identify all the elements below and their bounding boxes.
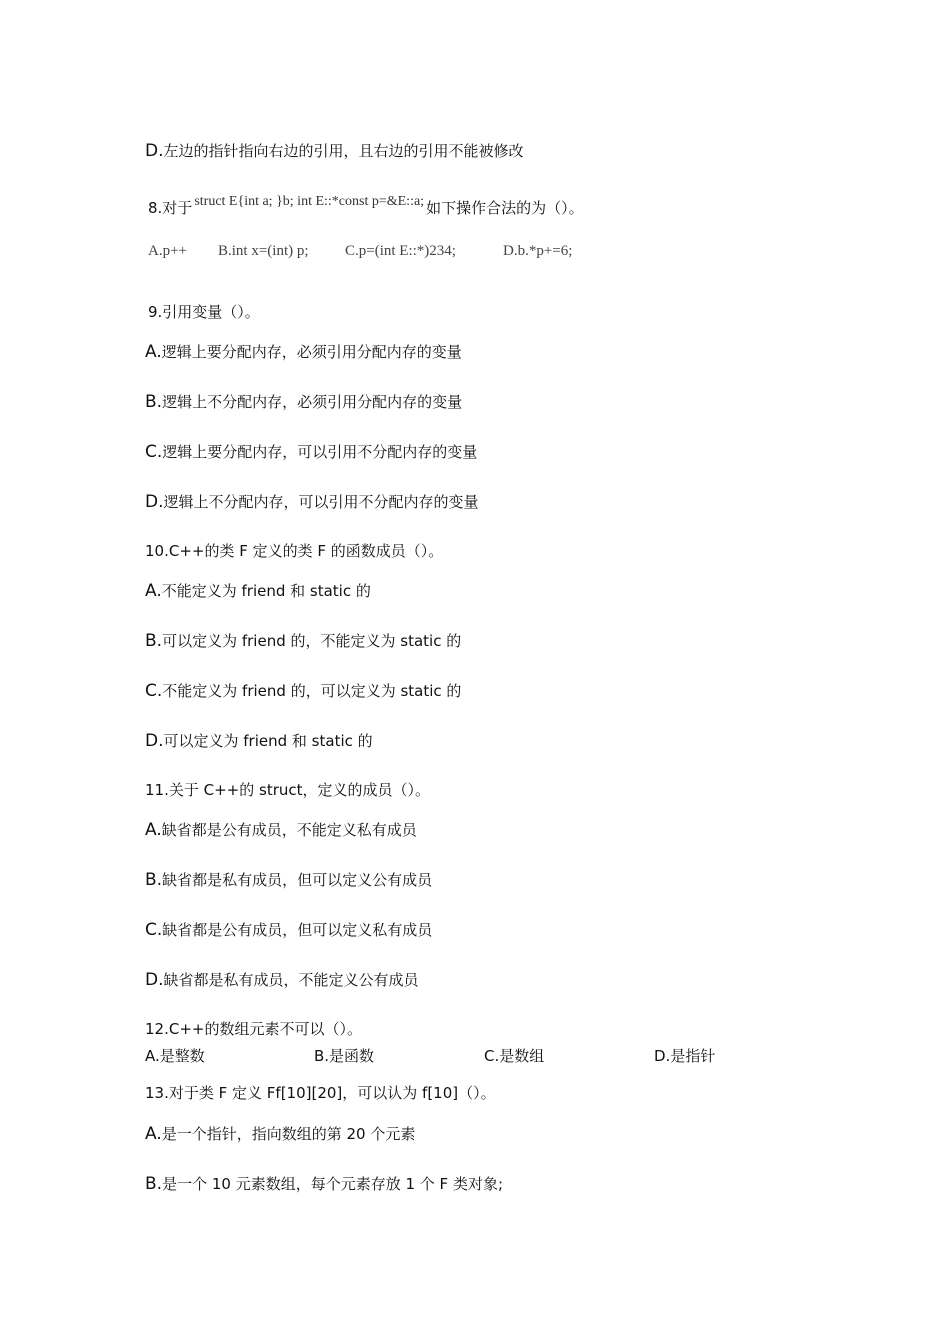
option-letter: A. xyxy=(145,1124,162,1144)
q11-option-b xyxy=(145,870,432,890)
q7-option-d xyxy=(145,141,524,161)
option-text: 是一个 10 元素数组，每个元素存放 1 个 F 类对象; xyxy=(162,1175,504,1193)
option-letter: C. xyxy=(145,681,163,701)
option-text: 可以定义为 friend 的，不能定义为 static 的 xyxy=(162,632,462,650)
option-text: 逻辑上要分配内存，可以引用不分配内存的变量 xyxy=(162,443,478,461)
q13-option-a xyxy=(145,1124,415,1144)
q10-option-d xyxy=(145,731,373,751)
q8-option-a: A.p++ xyxy=(148,243,188,259)
option-text: 不能定义为 friend 的，可以定义为 static 的 xyxy=(162,682,462,700)
option-letter: B. xyxy=(145,392,163,412)
option-text: 缺省都是私有成员，不能定义公有成员 xyxy=(163,971,419,989)
option-letter: D. xyxy=(145,731,164,751)
q11-question: 11.关于 C++的 struct，定义的成员（）。 xyxy=(145,781,431,799)
q8-question xyxy=(148,194,584,220)
option-text: 逻辑上不分配内存，必须引用分配内存的变量 xyxy=(162,393,463,411)
option-text: 逻辑上要分配内存，必须引用分配内存的变量 xyxy=(161,343,462,361)
option-letter: B. xyxy=(145,1174,163,1194)
q8-suffix: 如下操作合法的为（）。 xyxy=(426,199,584,217)
option-text: 缺省都是私有成员，但可以定义公有成员 xyxy=(162,871,433,889)
q8-code-image-text: struct E{int a; }b; int E::*const p=&E::a; xyxy=(194,194,425,209)
q11-option-c xyxy=(145,920,432,940)
q8-option-c: C.p=(int E::*)234; xyxy=(345,243,456,259)
option-letter: D. xyxy=(145,492,164,512)
q12-option-d: D.是指针 xyxy=(654,1047,716,1065)
q9-option-c xyxy=(145,442,477,462)
option-letter: B. xyxy=(145,631,163,651)
option-letter: A. xyxy=(145,820,162,840)
option-letter: B. xyxy=(145,870,163,890)
option-text: 不能定义为 friend 和 static 的 xyxy=(161,582,371,600)
option-text: 左边的指针指向右边的引用，且右边的引用不能被修改 xyxy=(163,142,524,160)
q9-option-d xyxy=(145,492,479,512)
option-text: 逻辑上不分配内存，可以引用不分配内存的变量 xyxy=(163,493,479,511)
option-letter: C. xyxy=(145,920,163,940)
option-text: 缺省都是公有成员，不能定义私有成员 xyxy=(161,821,417,839)
q9-option-b xyxy=(145,392,462,412)
q10-option-c xyxy=(145,681,461,701)
option-letter: C. xyxy=(145,442,163,462)
option-letter: D. xyxy=(145,970,164,990)
q8-option-b: B.int x=(int) p; xyxy=(218,243,309,259)
option-letter: A. xyxy=(145,581,162,601)
q8-option-d: D.b.*p+=6; xyxy=(503,243,573,259)
q8-prefix: 8.对于 xyxy=(148,199,193,217)
q12-option-a: A.是整数 xyxy=(145,1047,205,1065)
q9-option-a xyxy=(145,342,462,362)
q10-option-a xyxy=(145,581,371,601)
option-text: 缺省都是公有成员，但可以定义私有成员 xyxy=(162,921,433,939)
q12-option-b: B.是函数 xyxy=(314,1047,375,1065)
q12-option-c: C.是数组 xyxy=(484,1047,545,1065)
q13-question: 13.对于类 F 定义 Ff[10][20]，可以认为 f[10]（）。 xyxy=(145,1084,496,1102)
option-text: 可以定义为 friend 和 static 的 xyxy=(163,732,373,750)
q8-options xyxy=(148,241,572,261)
option-letter: D. xyxy=(145,141,164,161)
q11-option-a xyxy=(145,820,417,840)
q10-option-b xyxy=(145,631,461,651)
q9-question: 9.引用变量（）。 xyxy=(148,303,260,321)
option-text: 是一个指针，指向数组的第 20 个元素 xyxy=(161,1125,416,1143)
q12-question: 12.C++的数组元素不可以（）。 xyxy=(145,1020,362,1038)
q13-option-b xyxy=(145,1174,503,1194)
q11-option-d xyxy=(145,970,419,990)
q10-question: 10.C++的类 F 定义的类 F 的函数成员（）。 xyxy=(145,542,444,560)
option-letter: A. xyxy=(145,342,162,362)
